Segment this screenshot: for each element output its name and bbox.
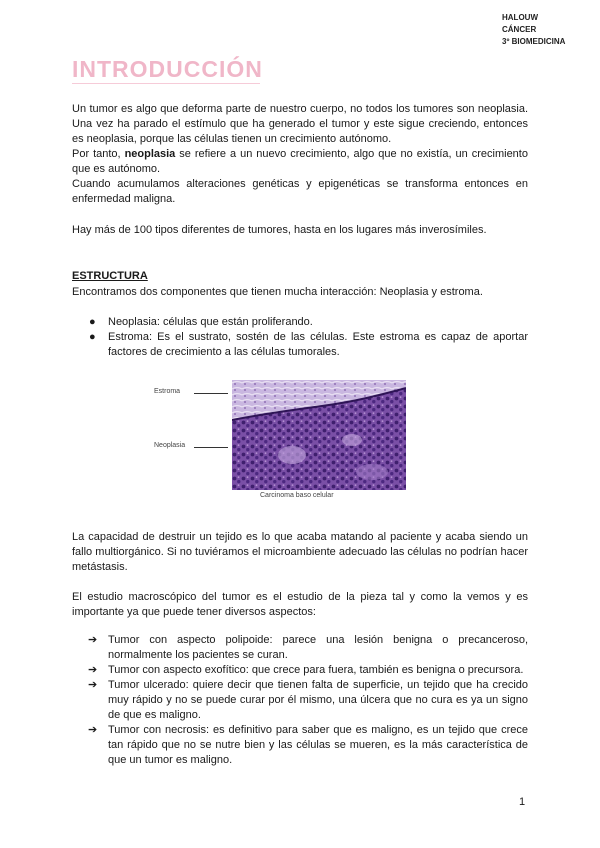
list-item bbox=[72, 315, 528, 330]
list-item bbox=[72, 633, 528, 663]
estructura-intro-block bbox=[72, 285, 528, 300]
figure-caption: Carcinoma baso celular bbox=[260, 492, 334, 499]
intro-paragraph-4: Hay más de 100 tipos diferentes de tumores, hasta en los lugares más inverosímiles. bbox=[72, 224, 487, 236]
intro-paragraph-3: Cuando acumulamos alteraciones genéticas y epigenéticas se transforma entonces en enfermedad maligna. bbox=[72, 178, 528, 205]
section-heading-estructura: ESTRUCTURA bbox=[72, 270, 148, 282]
figure-label-neoplasia: Neoplasia bbox=[154, 442, 186, 449]
bullet-icon: ● bbox=[89, 316, 96, 328]
figure-pointer-line bbox=[194, 393, 228, 394]
histology-figure bbox=[150, 378, 410, 500]
estructura-bullet-list bbox=[72, 315, 528, 360]
aspect-text: Tumor con aspecto exofítico: que crece para fuera, también es benigna o precursora. bbox=[108, 664, 524, 676]
list-item bbox=[72, 330, 528, 360]
page-number: 1 bbox=[519, 796, 526, 808]
header-subject: CÁNCER bbox=[502, 25, 537, 34]
histology-image bbox=[232, 380, 406, 490]
list-item bbox=[72, 723, 528, 768]
intro-paragraph-1: Un tumor es algo que deforma parte de nuestro cuerpo, no todos los tumores son neoplasia. Una vez ha parado el estímulo que ha generado el tumor y este sigue creciendo, entonces es neoplasia, porque las células tienen un crecimiento autónomo. bbox=[72, 103, 528, 145]
intro-p2-text-end: se refiere a un nuevo crecimiento, algo que no existía, un crecimiento que es autónomo. bbox=[72, 148, 528, 175]
estructura-intro: Encontramos dos componentes que tienen mucha interacción: Neoplasia y estroma. bbox=[72, 286, 483, 298]
title-underline bbox=[72, 83, 260, 84]
after-figure-paragraph-2-block bbox=[72, 590, 528, 620]
intro-section bbox=[72, 102, 528, 207]
aspect-text: Tumor ulcerado: quiere decir que tienen falta de superficie, un tejido que ha crecido muy rápido y no se puede curar por él mismo, una úlcera que no cura es ya un signo de que es maligno. bbox=[108, 679, 528, 721]
arrow-icon: ➔ bbox=[88, 664, 98, 676]
arrow-icon: ➔ bbox=[88, 724, 98, 736]
bullet-icon: ● bbox=[89, 331, 96, 343]
list-item bbox=[72, 663, 528, 678]
intro-paragraph-4-block bbox=[72, 223, 528, 238]
bullet-text: Neoplasia: células que están proliferando. bbox=[108, 316, 313, 328]
bullet-text: Estroma: Es el sustrato, sostén de las células. Este estroma es capaz de aportar factores de crecimiento a las células tumorales. bbox=[108, 331, 528, 358]
after-figure-paragraph-1: La capacidad de destruir un tejido es lo que acaba matando al paciente y acaba siendo un fallo multiorgánico. Si no tuviéramos el microambiente adecuado las células no podrían hacer metástasis. bbox=[72, 531, 528, 573]
intro-p2-text-start: Por tanto, bbox=[72, 148, 125, 160]
intro-p2-bold-term: neoplasia bbox=[124, 148, 176, 160]
document-header bbox=[502, 12, 565, 48]
list-item bbox=[72, 678, 528, 723]
aspect-text: Tumor con necrosis: es definitivo para saber que es maligno, es un tejido que crece tan rápido que no se nutre bien y las células se mueren, es la más característica de que un tumor es maligno. bbox=[108, 724, 528, 766]
aspect-text: Tumor con aspecto polipoide: parece una lesión benigna o precanceroso, normalmente los pacientes se curan. bbox=[108, 634, 528, 661]
header-author: HALOUW bbox=[502, 13, 538, 22]
tumor-aspects-list bbox=[72, 633, 528, 768]
after-figure-paragraph-2: El estudio macroscópico del tumor es el estudio de la pieza tal y como la vemos y es importante ya que puede tener diversos aspectos: bbox=[72, 591, 528, 618]
figure-label-stroma: Estroma bbox=[154, 388, 181, 395]
arrow-icon: ➔ bbox=[88, 634, 98, 646]
arrow-icon: ➔ bbox=[88, 679, 98, 691]
after-figure-paragraph-1-block bbox=[72, 530, 528, 575]
intro-paragraph-2 bbox=[72, 147, 528, 177]
figure-pointer-line bbox=[194, 447, 228, 448]
page-title: INTRODUCCIÓN bbox=[72, 56, 263, 82]
header-course: 3º BIOMEDICINA bbox=[502, 37, 566, 46]
